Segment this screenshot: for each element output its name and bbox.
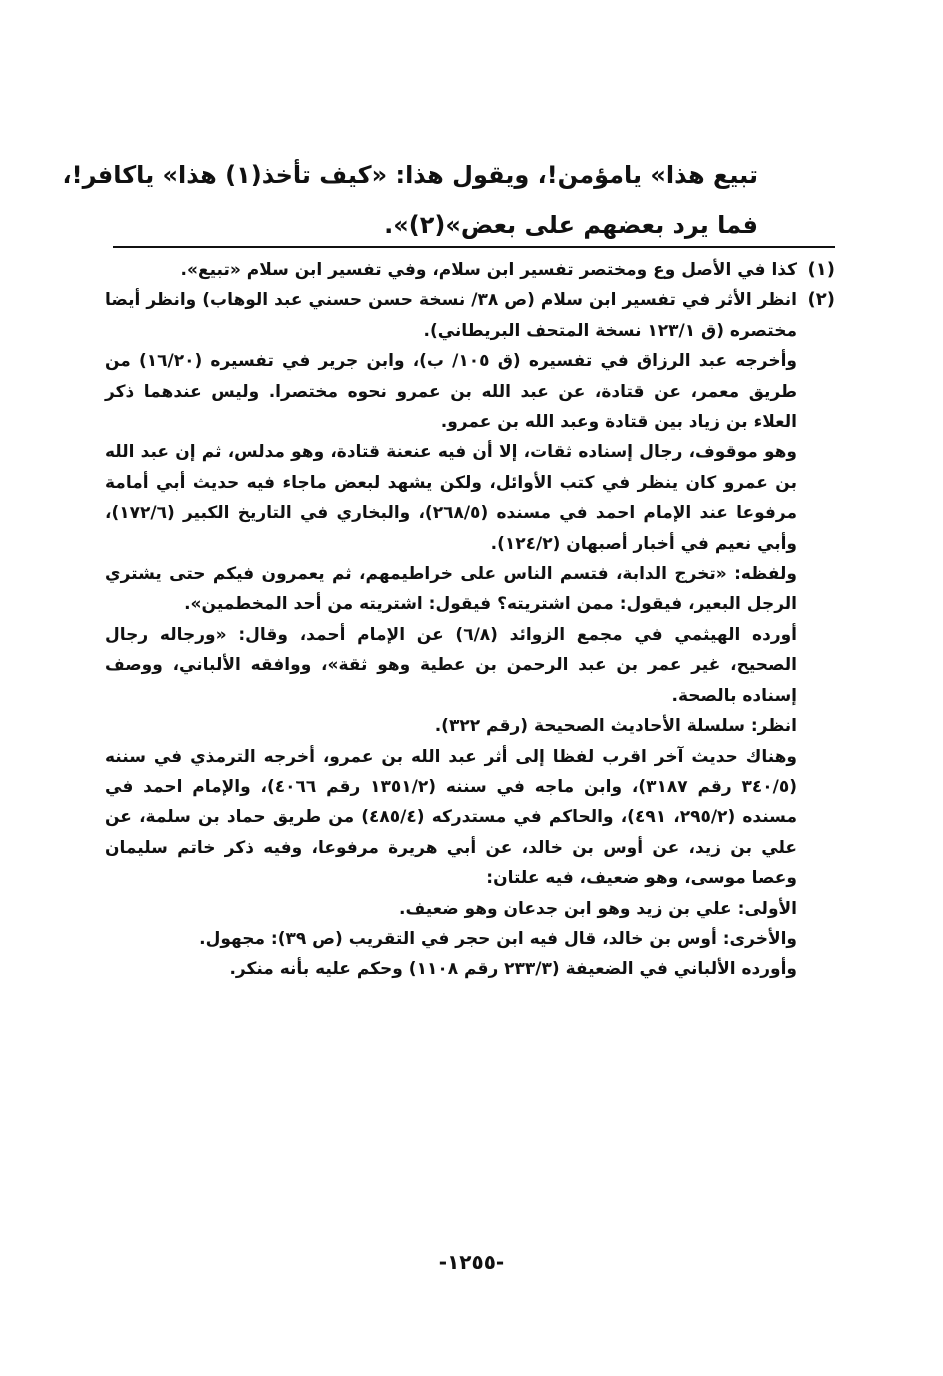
page-number: -١٢٥٥- bbox=[438, 1250, 505, 1274]
footnote-paragraph: أورده الهيثمي في مجمع الزوائد (٦/٨) عن الإمام أحمد، وقال: «ورجاله رجال الصحيح، غير عمر بن عبد الرحمن بن عطية وهو ثقة»، ووافقه الألباني، ووصف إسناده بالصحة. bbox=[105, 624, 797, 706]
footnote-paragraph: انظر: سلسلة الأحاديث الصحيحة (رقم ٣٢٢). bbox=[434, 716, 797, 737]
footnote-paragraph: وهو موقوف، رجال إسناده ثقات، إلا أن فيه عنعنة قتادة، وهو مدلس، ثم إن عبد الله بن عمرو كان ينظر في كتب الأوائل، ولكن يشهد لبعض ماجاء فيه حديث أبي أمامة مرفوعا عند الإمام احمد في مسنده (٢٦٨/٥)، والبخاري في التاريخ الكبير (١٧٢/٦)، وأبي نعيم في أخبار أصبهان (١٢٤/٢). bbox=[105, 442, 798, 554]
footnote-paragraph: وأورده الألباني في الضعيفة (٢٣٣/٣ رقم ١١٠٨) وحكم عليه بأنه منكر. bbox=[229, 959, 797, 980]
footnote-paragraph: والأخرى: أوس بن خالد، قال فيه ابن حجر في التقريب (ص ٣٩): مجهول. bbox=[199, 928, 797, 949]
footnote-2 bbox=[105, 285, 835, 984]
footnote-paragraph: وأخرجه عبد الرزاق في تفسيره (ق ١٠٥/ ب)، وابن جرير في تفسيره (١٦/٢٠) من طريق معمر، عن قتادة، عن عبد الله بن عمرو نحوه مختصرا. وليس عندهما ذكر العلاء بن زياد بين قتادة وعبد الله بن عمرو. bbox=[105, 351, 798, 433]
footnote-paragraph: الأولى: علي بن زيد وهو ابن جدعان وهو ضعيف. bbox=[399, 898, 797, 919]
footnote-body bbox=[105, 285, 797, 984]
main-text-line: فما يرد بعضهم على بعض»(٢)». bbox=[384, 211, 758, 239]
footnote-number: (١) bbox=[807, 259, 835, 280]
footnote-paragraph: ولفظه: «تخرج الدابة، فتسم الناس على خراطيمهم، ثم يعمرون فيكم حتى يشتري الرجل البعير، فيقول: ممن اشتريته؟ فيقول: اشتريته من أحد المخطمين». bbox=[105, 564, 797, 615]
main-text-block bbox=[62, 150, 758, 250]
footnote-paragraph: وهناك حديث آخر اقرب لفظا إلى أثر عبد الله بن عمرو، أخرجه الترمذي في سننه (٣٤٠/٥ رقم ٣١٨٧)، وابن ماجه في سننه (١٣٥١/٢ رقم ٤٠٦٦)، والإمام احمد في مسنده (٢٩٥/٢، ٤٩١)، والحاكم في مستدركه (٤٨٥/٤) من طريق حماد بن سلمة، عن علي بن زيد، عن أوس بن خالد، عن أبي هريرة مرفوعا، وفيه ذكر خاتم سليمان وعصا موسى، وهو ضعيف، فيه علتان: bbox=[105, 746, 798, 889]
footnote-paragraph: انظر الأثر في تفسير ابن سلام (ص ٣٨/ نسخة حسن حسني عبد الوهاب) وانظر أيضا مختصره (ق ١٢٣/١ نسخة المتحف البريطاني). bbox=[105, 290, 797, 341]
footnote-body bbox=[105, 255, 797, 285]
footnote-separator bbox=[113, 246, 835, 248]
footnote-paragraph: كذا في الأصل وع ومختصر تفسير ابن سلام، وفي تفسير ابن سلام «تبيع». bbox=[180, 260, 797, 280]
footnotes-section bbox=[105, 255, 835, 985]
footnote-1 bbox=[105, 255, 835, 285]
footnote-number: (٢) bbox=[807, 289, 835, 311]
main-text-line: تبيع هذا» يامؤمن!، ويقول هذا: «كيف تأخذ(١) هذا» ياكافر!، bbox=[62, 161, 758, 189]
